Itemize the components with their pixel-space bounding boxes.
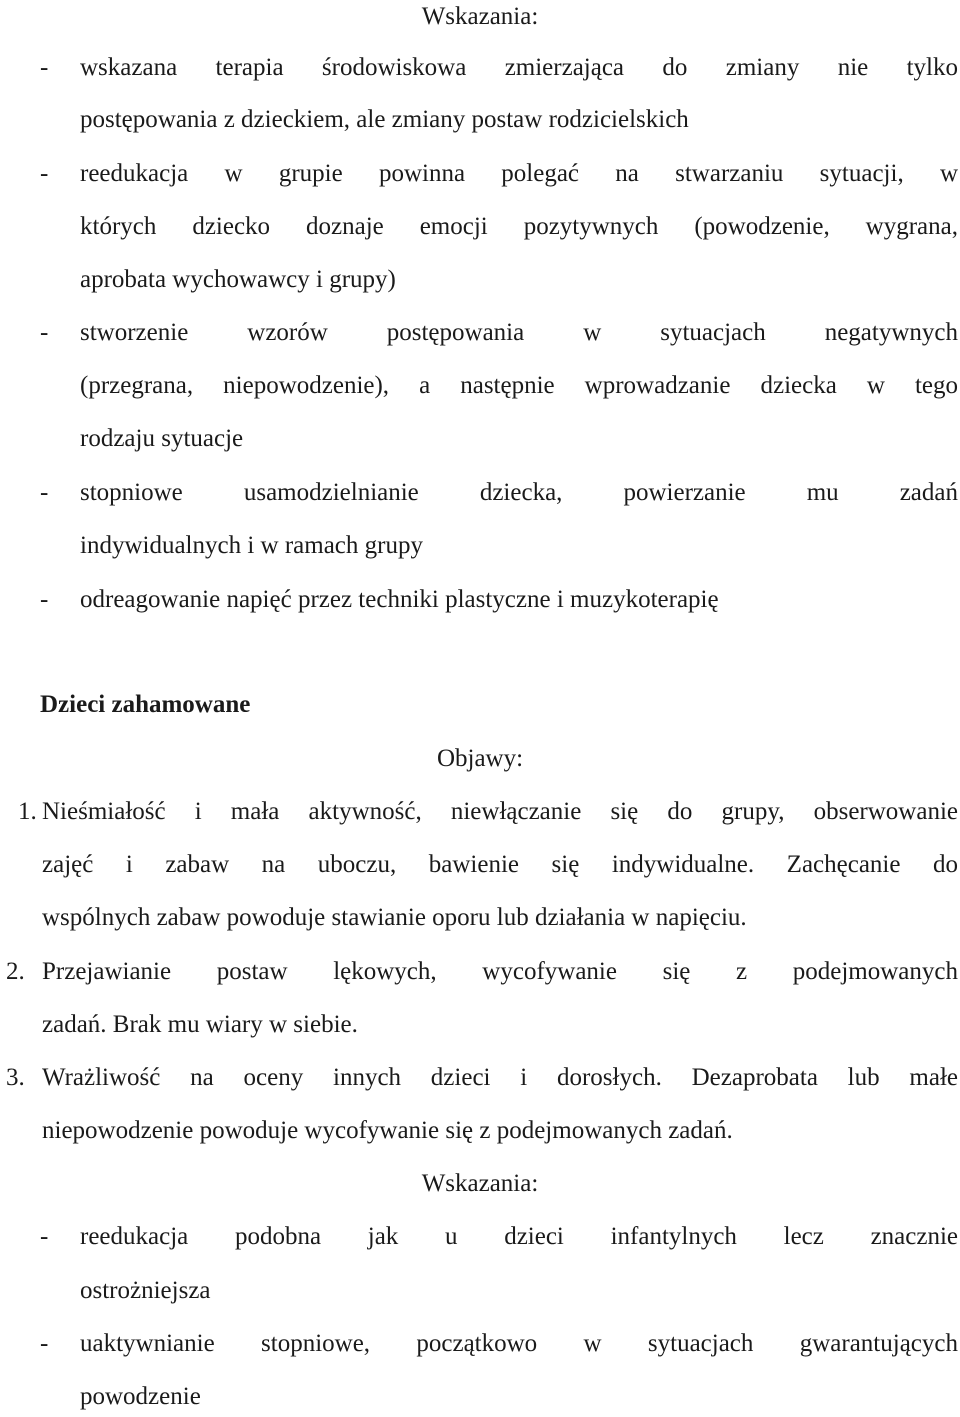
indication-line: ostrożniejsza: [80, 1277, 211, 1304]
indication-line: stworzenie wzorów postępowania w sytuacjach negatywnych: [80, 319, 958, 346]
indication-line: reedukacja podobna jak u dzieci infantylnych lecz znacznie: [80, 1223, 958, 1250]
symptoms-title: Objawy:: [436, 745, 524, 772]
indication-line: powodzenie: [80, 1383, 201, 1410]
indication-line: uaktywnianie stopniowe, początkowo w sytuacjach gwarantujących: [80, 1330, 958, 1357]
bullet-dash: -: [40, 319, 49, 346]
bullet-dash: -: [40, 479, 49, 506]
indication-line: indywidualnych i w ramach grupy: [80, 532, 423, 559]
indications-title: Wskazania:: [421, 1170, 539, 1197]
bullet-dash: -: [40, 1223, 49, 1250]
symptom-line: Nieśmiałość i mała aktywność, niewłączanie się do grupy, obserwowanie: [42, 798, 958, 825]
indication-line: aprobata wychowawcy i grupy): [80, 266, 396, 293]
indication-line: których dziecko doznaje emocji pozytywnych (powodzenie, wygrana,: [80, 213, 958, 240]
section-heading: Dzieci zahamowane: [40, 691, 251, 718]
indication-line: rodzaju sytuacje: [80, 425, 244, 452]
list-number: 1.: [18, 798, 37, 825]
symptom-line: niepowodzenie powoduje wycofywanie się z podejmowanych zadań.: [42, 1117, 733, 1144]
symptom-line: Wrażliwość na oceny innych dzieci i dorosłych. Dezaprobata lub małe: [42, 1064, 958, 1091]
indication-line: stopniowe usamodzielnianie dziecka, powierzanie mu zadań: [80, 479, 958, 506]
section1-title: Wskazania:: [421, 3, 539, 30]
symptom-line: zadań. Brak mu wiary w siebie.: [42, 1011, 358, 1038]
bullet-dash: -: [40, 160, 49, 187]
indication-line: wskazana terapia środowiskowa zmierzająca do zmiany nie tylko: [80, 54, 958, 81]
list-number: 2.: [6, 958, 25, 985]
indication-line: odreagowanie napięć przez techniki plastyczne i muzykoterapię: [80, 586, 719, 613]
indication-line: reedukacja w grupie powinna polegać na stwarzaniu sytuacji, w: [80, 160, 958, 187]
symptom-line: wspólnych zabaw powoduje stawianie oporu lub działania w napięciu.: [42, 904, 747, 931]
indication-line: (przegrana, niepowodzenie), a następnie wprowadzanie dziecka w tego: [80, 372, 958, 399]
list-number: 3.: [6, 1064, 25, 1091]
symptom-line: Przejawianie postaw lękowych, wycofywanie się z podejmowanych: [42, 958, 958, 985]
symptom-line: zajęć i zabaw na uboczu, bawienie się indywidualne. Zachęcanie do: [42, 851, 958, 878]
bullet-dash: -: [40, 1330, 49, 1357]
indication-line: postępowania z dzieckiem, ale zmiany postaw rodzicielskich: [80, 106, 689, 133]
bullet-dash: -: [40, 586, 49, 613]
bullet-dash: -: [40, 54, 49, 81]
